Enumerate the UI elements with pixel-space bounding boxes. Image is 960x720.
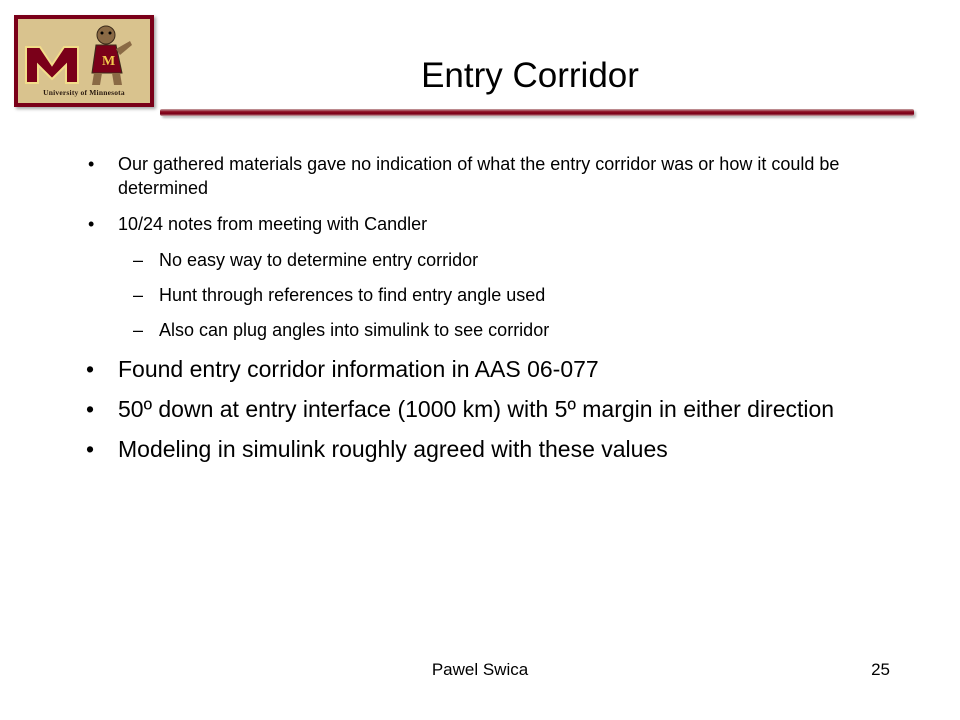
bullet-item (84, 152, 864, 200)
footer-author: Pawel Swica (431, 660, 529, 679)
bullet-marker: • (86, 436, 95, 462)
dash-marker: – (133, 250, 144, 270)
sub-bullet-text: Also can plug angles into simulink to see corridor (159, 320, 550, 340)
page-number: 25 (871, 660, 890, 679)
sub-bullet-item (84, 248, 864, 272)
svg-text:M: M (102, 54, 116, 69)
bullet-marker: • (86, 356, 95, 382)
bullet-text: Modeling in simulink roughly agreed with these values (118, 436, 668, 462)
sub-bullet-text: No easy way to determine entry corridor (159, 250, 479, 270)
bullet-text: 10/24 notes from meeting with Candler (118, 214, 428, 234)
logo-caption: University of Minnesota (43, 88, 125, 97)
dash-marker: – (133, 285, 144, 305)
bullet-marker: • (88, 214, 95, 234)
bullet-list (84, 152, 864, 464)
university-logo (14, 15, 154, 107)
slide-title: Entry Corridor (421, 56, 639, 95)
sub-bullet-item (84, 283, 864, 307)
bullet-item (84, 394, 864, 424)
bullet-text: 50º down at entry interface (1000 km) with 5º margin in either direction (118, 396, 835, 422)
bullet-item (84, 212, 864, 236)
bullet-text: Our gathered materials gave no indication of what the entry corridor was or how it could be determined (118, 154, 840, 198)
bullet-item (84, 354, 864, 384)
bullet-text: Found entry corridor information in AAS 06-077 (118, 356, 599, 382)
dash-marker: – (133, 320, 144, 340)
bullet-marker: • (88, 154, 95, 174)
title-underline (160, 109, 914, 116)
bullet-marker: • (86, 396, 95, 422)
bullet-item (84, 434, 864, 464)
sub-bullet-text: Hunt through references to find entry angle used (159, 285, 546, 305)
sub-bullet-item (84, 318, 864, 342)
